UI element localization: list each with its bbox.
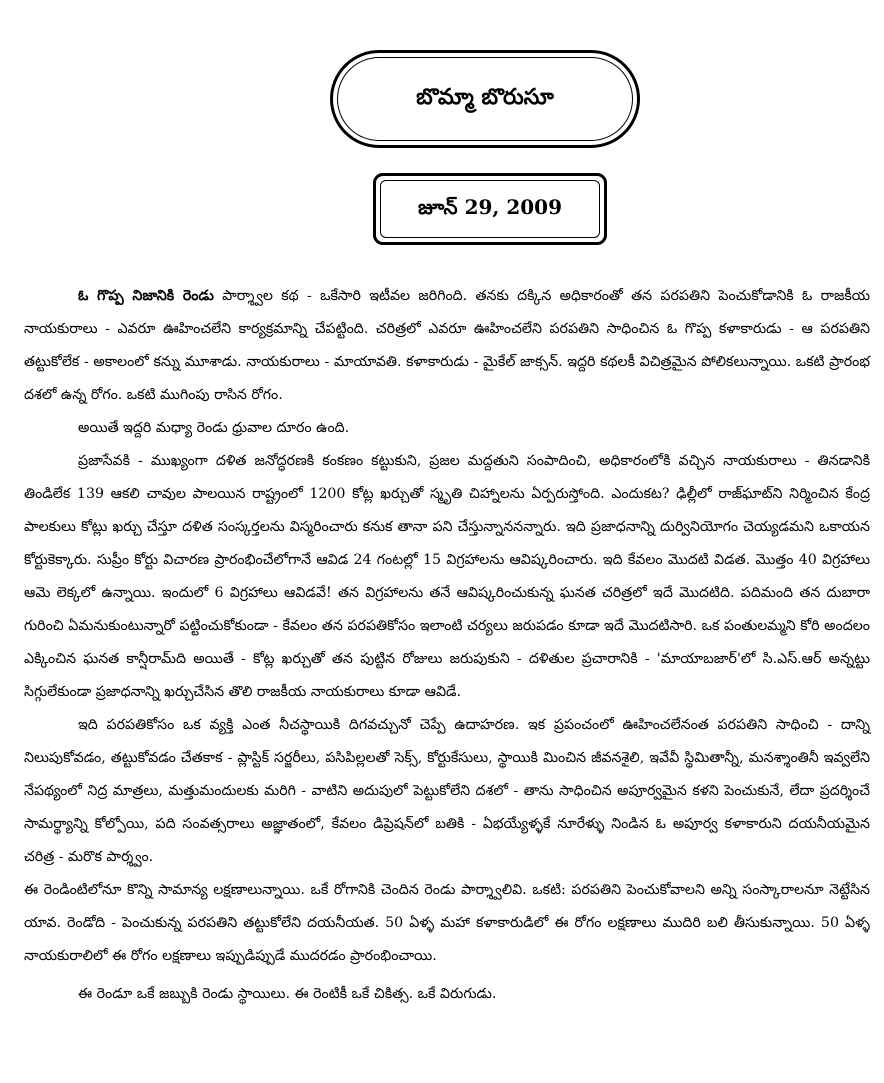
paragraph-6: ఈ రెండూ ఒకే జబ్బుకి రెండు స్థాయిలు. ఈ రెంటికీ ఒకే చికిత్స. ఒకే విరుగుడు. [78,986,497,1002]
date-box [373,173,607,245]
article-body [24,280,870,1011]
title-box [330,50,640,148]
page-title: బొమ్మా బొరుసూ [416,83,554,110]
paragraph-1 [24,280,870,412]
paragraph-1-text: పార్శ్వాల కథ - ఒకేసారి ఇటీవల జరిగింది. తనకు దక్కిన అధికారంతో తన పరపతిని పెంచుకోడానికి ఓ రాజకీయ నాయకురాలు - ఎవరూ ఊహించలేని కార్యక్రమాన్ని చేపట్టింది. చరిత్రలో ఎవరూ ఊహించలేని పరపతిని సాధించిన ఓ గొప్ప కళాకారుడు - ఆ పరపతిని తట్టుకోలేక - అకాలంలో కన్ను మూశాడు. నాయకురాలు - మాయావతి. కళాకారుడు - మైకేల్ జాక్సన్. ఇద్దరి కథలకీ విచిత్రమైన పోలికలున్నాయి. ఒకటి ప్రారంభ దశలో ఉన్న రోగం. ఒకటి ముగింపు రాసిన రోగం. [24,288,870,403]
paragraph-2: అయితే ఇద్దరి మధ్యా రెండు ధ్రువాల దూరం ఉంది. [78,420,350,436]
lead-bold-text: ఓ గొప్ప నిజానికి రెండు [78,288,214,304]
paragraph-5: ఈ రెండింటిలోనూ కొన్ని సామాన్య లక్షణాలున్నాయి. ఒకే రోగానికి చెందిన రెండు పార్శ్వాలివి. ఒకటి: పరపతిని పెంచుకోవాలని అన్ని సంస్కారాలనూ నెట్టేసిన యావ. రెండోది - పెంచుకున్న పరపతిని తట్టుకోలేని దయనీయత. 50 ఏళ్ళ మహా కళాకారుడిలో ఈ రోగం లక్షణాలు ముదిరి బలి తీసుకున్నాయి. 50 ఏళ్ళ నాయకురాలిలో ఈ రోగం లక్షణాలు ఇప్పుడిప్పుడే ముదరడం ప్రారంభించాయి. [24,882,870,964]
post-date: జూన్ 29, 2009 [418,194,562,219]
paragraph-3: ప్రజాసేవకి - ముఖ్యంగా దళిత జనోద్ధరణకి కంకణం కట్టుకుని, ప్రజల మద్దతుని సంపాదించి, అధికారంలోకి వచ్చిన నాయకురాలు - తినడానికి తిండిలేక 139 ఆకలి చావుల పాలయిన రాష్ట్రంలో 1200 కోట్ల ఖర్చుతో స్మృతి చిహ్నాలను ఏర్పరుస్తోంది. ఎందుకట? ఢిల్లీలో రాజ్‌ఘాట్‌ని నిర్మించిన కేంద్ర పాలకులు కోట్లు ఖర్చు చేస్తూ దళిత సంస్కర్తలను విస్మరించారు కనుక తానా పని చేస్తున్నాననన్నారు. ఇది ప్రజాధనాన్ని దుర్వినియోగం చెయ్యడమని ఒకాయన కోర్టుకెక్కారు. సుప్రీం కోర్టు విచారణ ప్రారంభించేలోగానే ఆవిడ 24 గంటల్లో 15 విగ్రహాలను ఆవిష్కరించారు. ఇది కేవలం మొదటి విడత. మొత్తం 40 విగ్రహాలు ఆమె లెక్కలో ఉన్నాయి. ఇందులో 6 విగ్రహాలు ఆవిడవే! తన విగ్రహాలను తనే ఆవిష్కరించుకున్న ఘనత చరిత్రలో ఇదే మొదటిది. పదిమంది తన దుబారా గురించి ఏమనుకుంటున్నారో పట్టించుకోకుండా - కేవలం తన పరపతికోసం ఇలాంటి చర్యలు జరుపడం కూడా ఇదే మొదటిసారి. ఒక పంతులమ్మని కోరి అందలం ఎక్కించిన ఘనత కాన్షీరామ్‌ది అయితే - కోట్ల ఖర్చుతో తన పుట్టిన రోజులు జరుపుకుని - దళితుల ప్రచారానికి - 'మాయాబజార్'లో సి.ఎస్.ఆర్ అన్నట్టు సిగ్గులేకుండా ప్రజాధనాన్ని ఖర్చుచేసిన తొలి రాజకీయ నాయకురాలు కూడా ఆవిడే. [24,453,870,700]
paragraph-4: ఇది పరపతికోసం ఒక వ్యక్తి ఎంత నీచస్థాయికి దిగవచ్చునో చెప్పే ఉదాహరణ. ఇక ప్రపంచంలో ఊహించలేనంత పరపతిని సాధించి - దాన్ని నిలుపుకోవడం, తట్టుకోవడం చేతకాక - ప్లాస్టిక్ సర్జరీలు, పసిపిల్లలతో సెక్స్, కోర్టుకేసులు, స్థాయికి మించిన జీవనశైలి, ఇవేవీ స్థిమితాన్నీ, మనశ్శాంతినీ ఇవ్వలేని నేపథ్యంలో నిద్ర మాత్రలు, మత్తుమందులకు మరిగి - వాటిని అదుపులో పెట్టుకోలేని దశలో - తాను సాధించిన అపూర్వమైన కళని పెంచుకునే, లేదా ప్రదర్శించే సామర్థ్యాన్ని కోల్పోయి, పది సంవత్సరాలు అజ్ఞాతంలో, కేవలం డిప్రెషన్‌లో బతికి - ఏభయ్యేళ్ళకే నూరేళ్ళు నిండిన ఓ అపూర్వ కళాకారుని దయనీయమైన చరిత్ర - మరొక పార్శ్వం. [24,717,870,865]
